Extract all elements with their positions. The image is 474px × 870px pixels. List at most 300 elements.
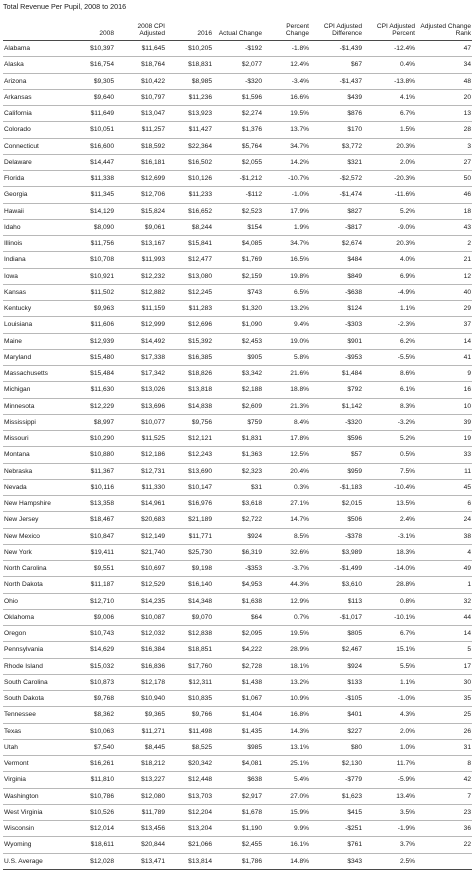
- value-cell: $11,498: [166, 723, 213, 739]
- value-cell: -$320: [310, 414, 363, 430]
- table-row: [3, 89, 472, 105]
- table-row: [3, 804, 472, 820]
- value-cell: 34: [416, 57, 472, 73]
- value-cell: 4: [416, 544, 472, 560]
- value-cell: $16,140: [166, 577, 213, 593]
- value-cell: 18.8%: [263, 382, 310, 398]
- state-name-cell: Iowa: [3, 268, 69, 284]
- table-row: [3, 236, 472, 252]
- table-row: [3, 366, 472, 382]
- value-cell: 6.9%: [363, 268, 416, 284]
- value-cell: 15.9%: [263, 804, 310, 820]
- value-cell: $12,121: [166, 431, 213, 447]
- table-row: [3, 463, 472, 479]
- column-header-3: 2016: [166, 14, 213, 41]
- value-cell: 9.9%: [263, 821, 310, 837]
- value-cell: $759: [213, 414, 263, 430]
- state-name-cell: South Carolina: [3, 674, 69, 690]
- state-name-cell: Nebraska: [3, 463, 69, 479]
- value-cell: 8.3%: [363, 398, 416, 414]
- value-cell: -5.9%: [363, 772, 416, 788]
- value-cell: 37: [416, 317, 472, 333]
- value-cell: $16,502: [166, 154, 213, 170]
- value-cell: $2,609: [213, 398, 263, 414]
- value-cell: -$303: [310, 317, 363, 333]
- value-cell: $10,697: [115, 561, 166, 577]
- value-cell: $11,233: [166, 187, 213, 203]
- table-row: [3, 252, 472, 268]
- value-cell: $9,766: [166, 707, 213, 723]
- value-cell: 21.6%: [263, 366, 310, 382]
- value-cell: 12.9%: [263, 593, 310, 609]
- value-cell: $170: [310, 122, 363, 138]
- value-cell: -$1,183: [310, 479, 363, 495]
- value-cell: $18,831: [166, 57, 213, 73]
- value-cell: 5.2%: [363, 431, 416, 447]
- value-cell: 2.5%: [363, 853, 416, 869]
- value-cell: $11,257: [115, 122, 166, 138]
- value-cell: $11,630: [69, 382, 115, 398]
- value-cell: 25.1%: [263, 756, 310, 772]
- value-cell: $67: [310, 57, 363, 73]
- value-cell: $3,610: [310, 577, 363, 593]
- value-cell: $16,976: [166, 496, 213, 512]
- value-cell: $12,232: [115, 268, 166, 284]
- value-cell: 45: [416, 479, 472, 495]
- value-cell: 20.3%: [363, 138, 416, 154]
- value-cell: $2,728: [213, 658, 263, 674]
- value-cell: $11,367: [69, 463, 115, 479]
- value-cell: $15,484: [69, 366, 115, 382]
- value-cell: $13,690: [166, 463, 213, 479]
- state-name-cell: Vermont: [3, 756, 69, 772]
- value-cell: $18,467: [69, 512, 115, 528]
- value-cell: -$638: [310, 284, 363, 300]
- value-cell: $14,492: [115, 333, 166, 349]
- value-cell: 14.8%: [263, 853, 310, 869]
- value-cell: 17.8%: [263, 431, 310, 447]
- value-cell: $10,290: [69, 431, 115, 447]
- value-cell: $12,882: [115, 284, 166, 300]
- value-cell: $11,502: [69, 284, 115, 300]
- value-cell: 9.4%: [263, 317, 310, 333]
- value-cell: $10,087: [115, 609, 166, 625]
- value-cell: -1.0%: [263, 187, 310, 203]
- value-cell: $2,674: [310, 236, 363, 252]
- value-cell: 2.0%: [363, 154, 416, 170]
- value-cell: 28.9%: [263, 642, 310, 658]
- value-cell: 32: [416, 593, 472, 609]
- value-cell: $2,159: [213, 268, 263, 284]
- state-name-cell: Hawaii: [3, 203, 69, 219]
- value-cell: -20.3%: [363, 171, 416, 187]
- value-cell: 6.5%: [263, 284, 310, 300]
- value-cell: 4.1%: [363, 89, 416, 105]
- state-name-cell: Wisconsin: [3, 821, 69, 837]
- value-cell: $12,028: [69, 853, 115, 869]
- state-name-cell: North Dakota: [3, 577, 69, 593]
- state-name-cell: Utah: [3, 739, 69, 755]
- value-cell: 1.5%: [363, 122, 416, 138]
- value-cell: $12,080: [115, 788, 166, 804]
- value-cell: $11,645: [115, 41, 166, 57]
- value-cell: -$105: [310, 691, 363, 707]
- value-cell: $21,740: [115, 544, 166, 560]
- table-row: [3, 642, 472, 658]
- value-cell: 21: [416, 252, 472, 268]
- value-cell: -$1,437: [310, 73, 363, 89]
- value-cell: $8,244: [166, 219, 213, 235]
- value-cell: 44.3%: [263, 577, 310, 593]
- value-cell: $905: [213, 349, 263, 365]
- value-cell: -10.1%: [363, 609, 416, 625]
- value-cell: $1,831: [213, 431, 263, 447]
- value-cell: $9,963: [69, 301, 115, 317]
- column-header-5: Percent Change: [263, 14, 310, 41]
- value-cell: $16,261: [69, 756, 115, 772]
- value-cell: -10.7%: [263, 171, 310, 187]
- value-cell: $16,181: [115, 154, 166, 170]
- value-cell: $17,338: [115, 349, 166, 365]
- value-cell: 42: [416, 772, 472, 788]
- state-name-cell: Arkansas: [3, 89, 69, 105]
- state-name-cell: Texas: [3, 723, 69, 739]
- value-cell: 13.7%: [263, 122, 310, 138]
- value-cell: 35: [416, 691, 472, 707]
- value-cell: -3.1%: [363, 528, 416, 544]
- value-cell: $11,810: [69, 772, 115, 788]
- value-cell: $11,427: [166, 122, 213, 138]
- value-cell: -10.4%: [363, 479, 416, 495]
- value-cell: 33: [416, 447, 472, 463]
- value-cell: $1,435: [213, 723, 263, 739]
- value-cell: $484: [310, 252, 363, 268]
- table-row: [3, 593, 472, 609]
- value-cell: $1,438: [213, 674, 263, 690]
- value-cell: 14.3%: [263, 723, 310, 739]
- value-cell: $827: [310, 203, 363, 219]
- state-name-cell: Minnesota: [3, 398, 69, 414]
- value-cell: $924: [213, 528, 263, 544]
- value-cell: 7.5%: [363, 463, 416, 479]
- value-cell: 30: [416, 674, 472, 690]
- value-cell: $9,061: [115, 219, 166, 235]
- value-cell: $18,212: [115, 756, 166, 772]
- value-cell: $18,826: [166, 366, 213, 382]
- header-row: [3, 14, 472, 41]
- state-name-cell: Montana: [3, 447, 69, 463]
- value-cell: $9,640: [69, 89, 115, 105]
- state-name-cell: Indiana: [3, 252, 69, 268]
- value-cell: 15.1%: [363, 642, 416, 658]
- state-name-cell: New Hampshire: [3, 496, 69, 512]
- value-cell: 1.1%: [363, 674, 416, 690]
- table-row: [3, 122, 472, 138]
- value-cell: 27: [416, 154, 472, 170]
- value-cell: $21,066: [166, 837, 213, 853]
- value-cell: $9,768: [69, 691, 115, 707]
- value-cell: -$1,017: [310, 609, 363, 625]
- value-cell: $18,611: [69, 837, 115, 853]
- value-cell: 2.4%: [363, 512, 416, 528]
- value-cell: $19,411: [69, 544, 115, 560]
- table-row: [3, 658, 472, 674]
- value-cell: $401: [310, 707, 363, 723]
- value-cell: -$817: [310, 219, 363, 235]
- value-cell: $12,032: [115, 626, 166, 642]
- value-cell: $11,525: [115, 431, 166, 447]
- value-cell: $22,364: [166, 138, 213, 154]
- table-row: [3, 788, 472, 804]
- value-cell: 19.5%: [263, 106, 310, 122]
- table-row: [3, 674, 472, 690]
- value-cell: $10,526: [69, 804, 115, 820]
- state-name-cell: Kansas: [3, 284, 69, 300]
- value-cell: $18,592: [115, 138, 166, 154]
- value-cell: 8.5%: [263, 528, 310, 544]
- table-row: [3, 626, 472, 642]
- value-cell: -1.8%: [263, 41, 310, 57]
- value-cell: 6.2%: [363, 333, 416, 349]
- value-cell: $8,362: [69, 707, 115, 723]
- value-cell: 6.7%: [363, 626, 416, 642]
- table-row: [3, 821, 472, 837]
- state-name-cell: Oklahoma: [3, 609, 69, 625]
- value-cell: $2,077: [213, 57, 263, 73]
- value-cell: $8,445: [115, 739, 166, 755]
- value-cell: $743: [213, 284, 263, 300]
- state-name-cell: Virginia: [3, 772, 69, 788]
- value-cell: $2,467: [310, 642, 363, 658]
- value-cell: 18: [416, 203, 472, 219]
- value-cell: $1,376: [213, 122, 263, 138]
- value-cell: $5,764: [213, 138, 263, 154]
- value-cell: $14,348: [166, 593, 213, 609]
- value-cell: 5: [416, 642, 472, 658]
- value-cell: $13,696: [115, 398, 166, 414]
- value-cell: $2,274: [213, 106, 263, 122]
- value-cell: 17.9%: [263, 203, 310, 219]
- value-cell: $7,540: [69, 739, 115, 755]
- value-cell: -$1,499: [310, 561, 363, 577]
- value-cell: 16.8%: [263, 707, 310, 723]
- value-cell: $31: [213, 479, 263, 495]
- value-cell: 47: [416, 41, 472, 57]
- table-title: Total Revenue Per Pupil, 2008 to 2016: [3, 2, 127, 11]
- value-cell: $10,847: [69, 528, 115, 544]
- value-cell: $9,198: [166, 561, 213, 577]
- state-name-cell: Maryland: [3, 349, 69, 365]
- value-cell: $13,923: [166, 106, 213, 122]
- value-cell: -1.9%: [363, 821, 416, 837]
- table-row: [3, 73, 472, 89]
- value-cell: $11,283: [166, 301, 213, 317]
- value-cell: 14: [416, 626, 472, 642]
- value-cell: $343: [310, 853, 363, 869]
- value-cell: $11,756: [69, 236, 115, 252]
- value-cell: $14,235: [115, 593, 166, 609]
- value-cell: $13,026: [115, 382, 166, 398]
- value-cell: $8,090: [69, 219, 115, 235]
- value-cell: $2,523: [213, 203, 263, 219]
- value-cell: $11,338: [69, 171, 115, 187]
- column-header-8: Adjusted Change Rank: [416, 14, 472, 41]
- value-cell: 3: [416, 138, 472, 154]
- state-name-cell: Mississippi: [3, 414, 69, 430]
- state-name-cell: Nevada: [3, 479, 69, 495]
- value-cell: 8.4%: [263, 414, 310, 430]
- value-cell: -$1,212: [213, 171, 263, 187]
- value-cell: $1,638: [213, 593, 263, 609]
- value-cell: 31: [416, 739, 472, 755]
- value-cell: -1.0%: [363, 691, 416, 707]
- table-row: [3, 772, 472, 788]
- table-row: [3, 431, 472, 447]
- value-cell: $10,116: [69, 479, 115, 495]
- value-cell: 13: [416, 106, 472, 122]
- value-cell: $3,989: [310, 544, 363, 560]
- value-cell: -$2,572: [310, 171, 363, 187]
- table-row: [3, 707, 472, 723]
- state-name-cell: New Jersey: [3, 512, 69, 528]
- value-cell: $12,838: [166, 626, 213, 642]
- value-cell: -3.7%: [263, 561, 310, 577]
- value-cell: $11,345: [69, 187, 115, 203]
- value-cell: 39: [416, 414, 472, 430]
- table-row: [3, 219, 472, 235]
- table-row: [3, 691, 472, 707]
- value-cell: 7: [416, 788, 472, 804]
- value-cell: $13,818: [166, 382, 213, 398]
- value-cell: $805: [310, 626, 363, 642]
- value-cell: $1,596: [213, 89, 263, 105]
- value-cell: 44: [416, 609, 472, 625]
- value-cell: 1: [416, 577, 472, 593]
- value-cell: 12.4%: [263, 57, 310, 73]
- table-row: [3, 41, 472, 57]
- state-name-cell: Massachusetts: [3, 366, 69, 382]
- value-cell: 38: [416, 528, 472, 544]
- state-name-cell: Louisiana: [3, 317, 69, 333]
- value-cell: $10,397: [69, 41, 115, 57]
- value-cell: $1,067: [213, 691, 263, 707]
- value-cell: $10,873: [69, 674, 115, 690]
- value-cell: 0.4%: [363, 57, 416, 73]
- value-cell: $14,629: [69, 642, 115, 658]
- value-cell: 6: [416, 496, 472, 512]
- value-cell: $16,754: [69, 57, 115, 73]
- value-cell: 2.0%: [363, 723, 416, 739]
- value-cell: 27.0%: [263, 788, 310, 804]
- table-row: [3, 382, 472, 398]
- value-cell: $761: [310, 837, 363, 853]
- value-cell: $25,730: [166, 544, 213, 560]
- value-cell: $901: [310, 333, 363, 349]
- value-cell: $13,080: [166, 268, 213, 284]
- value-cell: $506: [310, 512, 363, 528]
- value-cell: 46: [416, 187, 472, 203]
- value-cell: 3.7%: [363, 837, 416, 853]
- value-cell: 14.7%: [263, 512, 310, 528]
- value-cell: $12,243: [166, 447, 213, 463]
- value-cell: $849: [310, 268, 363, 284]
- value-cell: -14.0%: [363, 561, 416, 577]
- table-row: [3, 853, 472, 869]
- value-cell: $11,159: [115, 301, 166, 317]
- value-cell: 21.3%: [263, 398, 310, 414]
- value-cell: 20.4%: [263, 463, 310, 479]
- value-cell: $9,070: [166, 609, 213, 625]
- state-name-cell: Connecticut: [3, 138, 69, 154]
- value-cell: $1,623: [310, 788, 363, 804]
- value-cell: 49: [416, 561, 472, 577]
- value-cell: 36: [416, 821, 472, 837]
- value-cell: 13.5%: [363, 496, 416, 512]
- value-cell: 4.0%: [363, 252, 416, 268]
- value-cell: $12,311: [166, 674, 213, 690]
- value-cell: 8: [416, 756, 472, 772]
- value-cell: 16.5%: [263, 252, 310, 268]
- value-cell: $3,618: [213, 496, 263, 512]
- value-cell: 8.6%: [363, 366, 416, 382]
- value-cell: 10: [416, 398, 472, 414]
- value-cell: $2,188: [213, 382, 263, 398]
- state-name-cell: South Dakota: [3, 691, 69, 707]
- value-cell: $9,305: [69, 73, 115, 89]
- table-row: [3, 756, 472, 772]
- value-cell: $2,453: [213, 333, 263, 349]
- value-cell: $20,683: [115, 512, 166, 528]
- value-cell: $10,051: [69, 122, 115, 138]
- column-header-1: 2008: [69, 14, 115, 41]
- table-row: [3, 512, 472, 528]
- column-header-6: CPI Adjusted Difference: [310, 14, 363, 41]
- value-cell: -$251: [310, 821, 363, 837]
- value-cell: $11,993: [115, 252, 166, 268]
- value-cell: $2,095: [213, 626, 263, 642]
- state-name-cell: Oregon: [3, 626, 69, 642]
- value-cell: -$353: [213, 561, 263, 577]
- value-cell: $15,480: [69, 349, 115, 365]
- table-row: [3, 398, 472, 414]
- value-cell: -13.8%: [363, 73, 416, 89]
- value-cell: $1,190: [213, 821, 263, 837]
- state-name-cell: Delaware: [3, 154, 69, 170]
- value-cell: $18,764: [115, 57, 166, 73]
- value-cell: $16,652: [166, 203, 213, 219]
- value-cell: -$192: [213, 41, 263, 57]
- state-name-cell: New York: [3, 544, 69, 560]
- value-cell: $792: [310, 382, 363, 398]
- table-row: [3, 301, 472, 317]
- value-cell: $12,939: [69, 333, 115, 349]
- table-row: [3, 723, 472, 739]
- value-cell: $8,525: [166, 739, 213, 755]
- value-cell: $2,917: [213, 788, 263, 804]
- state-name-cell: Arizona: [3, 73, 69, 89]
- state-name-cell: Alaska: [3, 57, 69, 73]
- value-cell: $13,167: [115, 236, 166, 252]
- state-name-cell: Florida: [3, 171, 69, 187]
- value-cell: $16,836: [115, 658, 166, 674]
- value-cell: $113: [310, 593, 363, 609]
- value-cell: 50: [416, 171, 472, 187]
- value-cell: -5.5%: [363, 349, 416, 365]
- value-cell: 5.5%: [363, 658, 416, 674]
- value-cell: $12,999: [115, 317, 166, 333]
- value-cell: $11,330: [115, 479, 166, 495]
- value-cell: 3.5%: [363, 804, 416, 820]
